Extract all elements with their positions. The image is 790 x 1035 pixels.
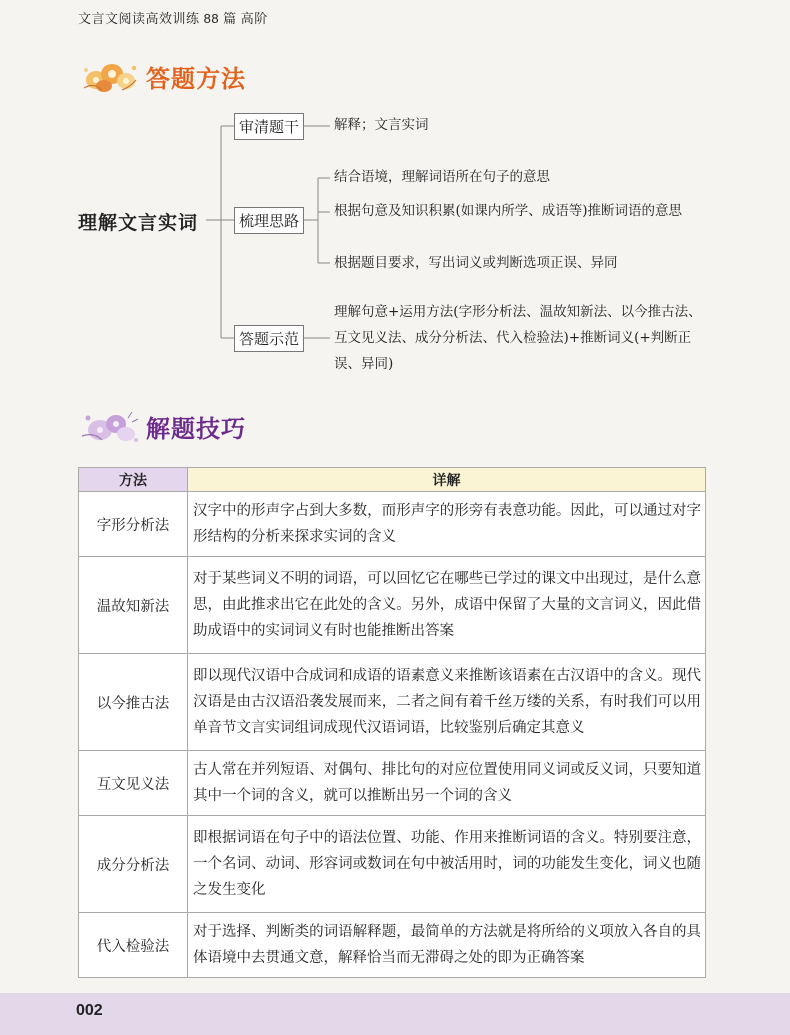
table-row [79, 492, 706, 557]
method-cell: 字形分析法 [79, 492, 188, 557]
detail-cell: 对于某些词义不明的词语，可以回忆它在哪些已学过的课文中出现过，是什么意思，由此推求出它在此处的含义。另外，成语中保留了大量的文言词义，因此借助成语中的实词词义有时也能推断出答案 [188, 557, 706, 654]
mindmap-root: 理解文言实词 [78, 212, 199, 234]
table-row [79, 557, 706, 654]
mindmap-branch-organize: 梳理思路 [234, 207, 304, 234]
detail-cell: 汉字中的形声字占到大多数，而形声字的形旁有表意功能。因此，可以通过对字形结构的分析来探求实词的含义 [188, 492, 706, 557]
mindmap-branch-examine: 审清题干 [234, 113, 304, 140]
page-number: 002 [76, 1002, 103, 1019]
mindmap-leaf: 结合语境，理解词语所在句子的意思 [334, 169, 550, 185]
mindmap-branch-demonstrate: 答题示范 [234, 325, 304, 352]
detail-cell: 古人常在并列短语、对偶句、排比句的对应位置使用同义词或反义词，只要知道其中一个词的含义，就可以推断出另一个词的含义 [188, 751, 706, 816]
section-title-text: 解题技巧 [146, 415, 246, 443]
section-title-text: 答题方法 [146, 65, 246, 93]
method-cell: 温故知新法 [79, 557, 188, 654]
section-title-techniques [78, 406, 246, 446]
mindmap-leaf: 根据题目要求，写出词义或判断选项正误、异同 [334, 255, 618, 271]
running-head: 文言文阅读高效训练 88 篇 高阶 [78, 11, 268, 26]
column-header-method: 方法 [79, 468, 188, 492]
methods-table [78, 467, 706, 978]
detail-cell: 即以现代汉语中合成词和成语的语素意义来推断该语素在古汉语中的含义。现代汉语是由古汉语沿袭发展而来，二者之间有着千丝万缕的关系，有时我们可以用单音节文言实词组词成现代汉语词语，比较鉴别后确定其意义 [188, 654, 706, 751]
table-row [79, 654, 706, 751]
table-row [79, 816, 706, 913]
method-cell: 成分分析法 [79, 816, 188, 913]
lilac-flower-icon [78, 406, 142, 446]
table-header-row [79, 468, 706, 492]
table-row [79, 913, 706, 978]
detail-cell: 即根据词语在句子中的语法位置、功能、作用来推断词语的含义。特别要注意，一个名词、动词、形容词或数词在句中被活用时，词的功能发生变化，词义也随之发生变化 [188, 816, 706, 913]
method-cell: 以今推古法 [79, 654, 188, 751]
mindmap-leaf: 根据句意及知识积累(如课内所学、成语等)推断词语的意思 [334, 203, 683, 219]
mindmap-leaf: 理解句意+运用方法(字形分析法、温故知新法、以今推古法、互文见义法、成分分析法、代入检验法)+推断词义(+判断正误、异同) [334, 304, 702, 372]
method-cell: 互文见义法 [79, 751, 188, 816]
method-cell: 代入检验法 [79, 913, 188, 978]
column-header-detail: 详解 [188, 468, 706, 492]
footer-band [0, 993, 790, 1035]
detail-cell: 对于选择、判断类的词语解释题，最简单的方法就是将所给的义项放入各自的具体语境中去贯通文意，解释恰当而无滞碍之处的即为正确答案 [188, 913, 706, 978]
table-row [79, 751, 706, 816]
mindmap-leaf: 解释；文言实词 [334, 117, 429, 133]
